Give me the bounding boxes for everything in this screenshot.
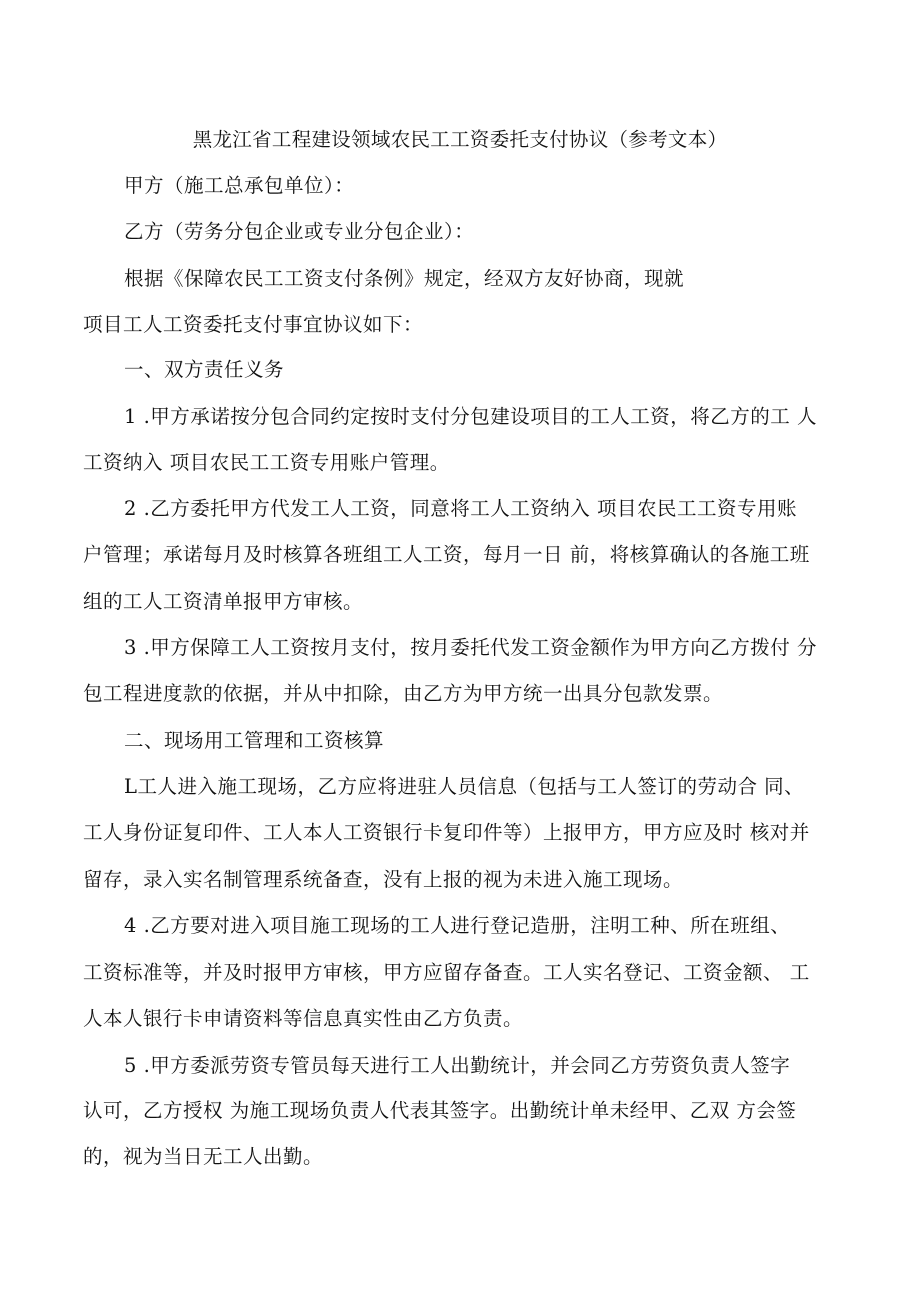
clause-1-line-2: 工资纳入 项目农民工工资专用账户管理。 [83,451,450,474]
clause-l-line-3: 留存，录入实名制管理系统备查，没有上报的视为未进入施工现场。 [83,868,684,891]
clause-3-line-1: 3 .甲方保障工人工资按月支付，按月委托代发工资金额作为甲方向乙方拨付 分 [124,636,818,659]
party-a-line: 甲方（施工总承包单位）： [124,174,355,197]
clause-5-line-1: 5 .甲方委派劳资专管员每天进行工人出勤统计，并会同乙方劳资负责人签字 [124,1054,791,1077]
section-heading-1: 一、双方责任义务 [124,358,285,381]
clause-4-line-1: 4 .乙方要对进入项目施工现场的工人进行登记造册，注明工种、所在班组、 [124,914,791,937]
preamble-line-1: 根据《保障农民工工资支付条例》规定，经双方友好协商，现就 [124,267,685,290]
clause-4-line-2: 工资标准等，并及时报甲方审核，甲方应留存备查。工人实名登记、工资金额、 工 [83,961,810,984]
clause-3-line-2: 包工程进度款的依据，并从中扣除，由乙方为甲方统一出具分包款发票。 [83,682,724,705]
clause-l-line-2: 工人身份证复印件、工人本人工资银行卡复印件等）上报甲方，甲方应及时 核对并 [83,821,810,844]
clause-2-line-1: 2 .乙方委托甲方代发工人工资，同意将工人工资纳入 项目农民工工资专用账 [124,497,798,520]
clause-5-line-2: 认可，乙方授权 为施工现场负责人代表其签字。出勤统计单未经甲、乙双 方会签 [83,1099,797,1122]
clause-4-line-3: 人本人银行卡申请资料等信息真实性由乙方负责。 [83,1007,524,1030]
clause-1-line-1: 1 .甲方承诺按分包合同约定按时支付分包建设项目的工人工资，将乙方的工 人 [124,405,818,428]
clause-l-line-1: L工人进入施工现场，乙方应将进驻人员信息（包括与工人签订的劳动合 同、 [124,775,805,798]
clause-2-line-3: 组的工人工资清单报甲方审核。 [83,590,364,613]
document-title: 黑龙江省工程建设领域农民工工资委托支付协议（参考文本） [192,128,728,151]
clause-5-line-3: 的，视为当日无工人出勤。 [83,1145,324,1168]
section-heading-2: 二、现场用工管理和工资核算 [124,729,385,752]
party-b-line: 乙方（劳务分包企业或专业分包企业）： [124,220,475,243]
clause-2-line-2: 户管理；承诺每月及时核算各班组工人工资，每月一日 前，将核算确认的各施工班 [83,543,810,566]
preamble-line-2: 项目工人工资委托支付事宜协议如下： [83,313,424,336]
